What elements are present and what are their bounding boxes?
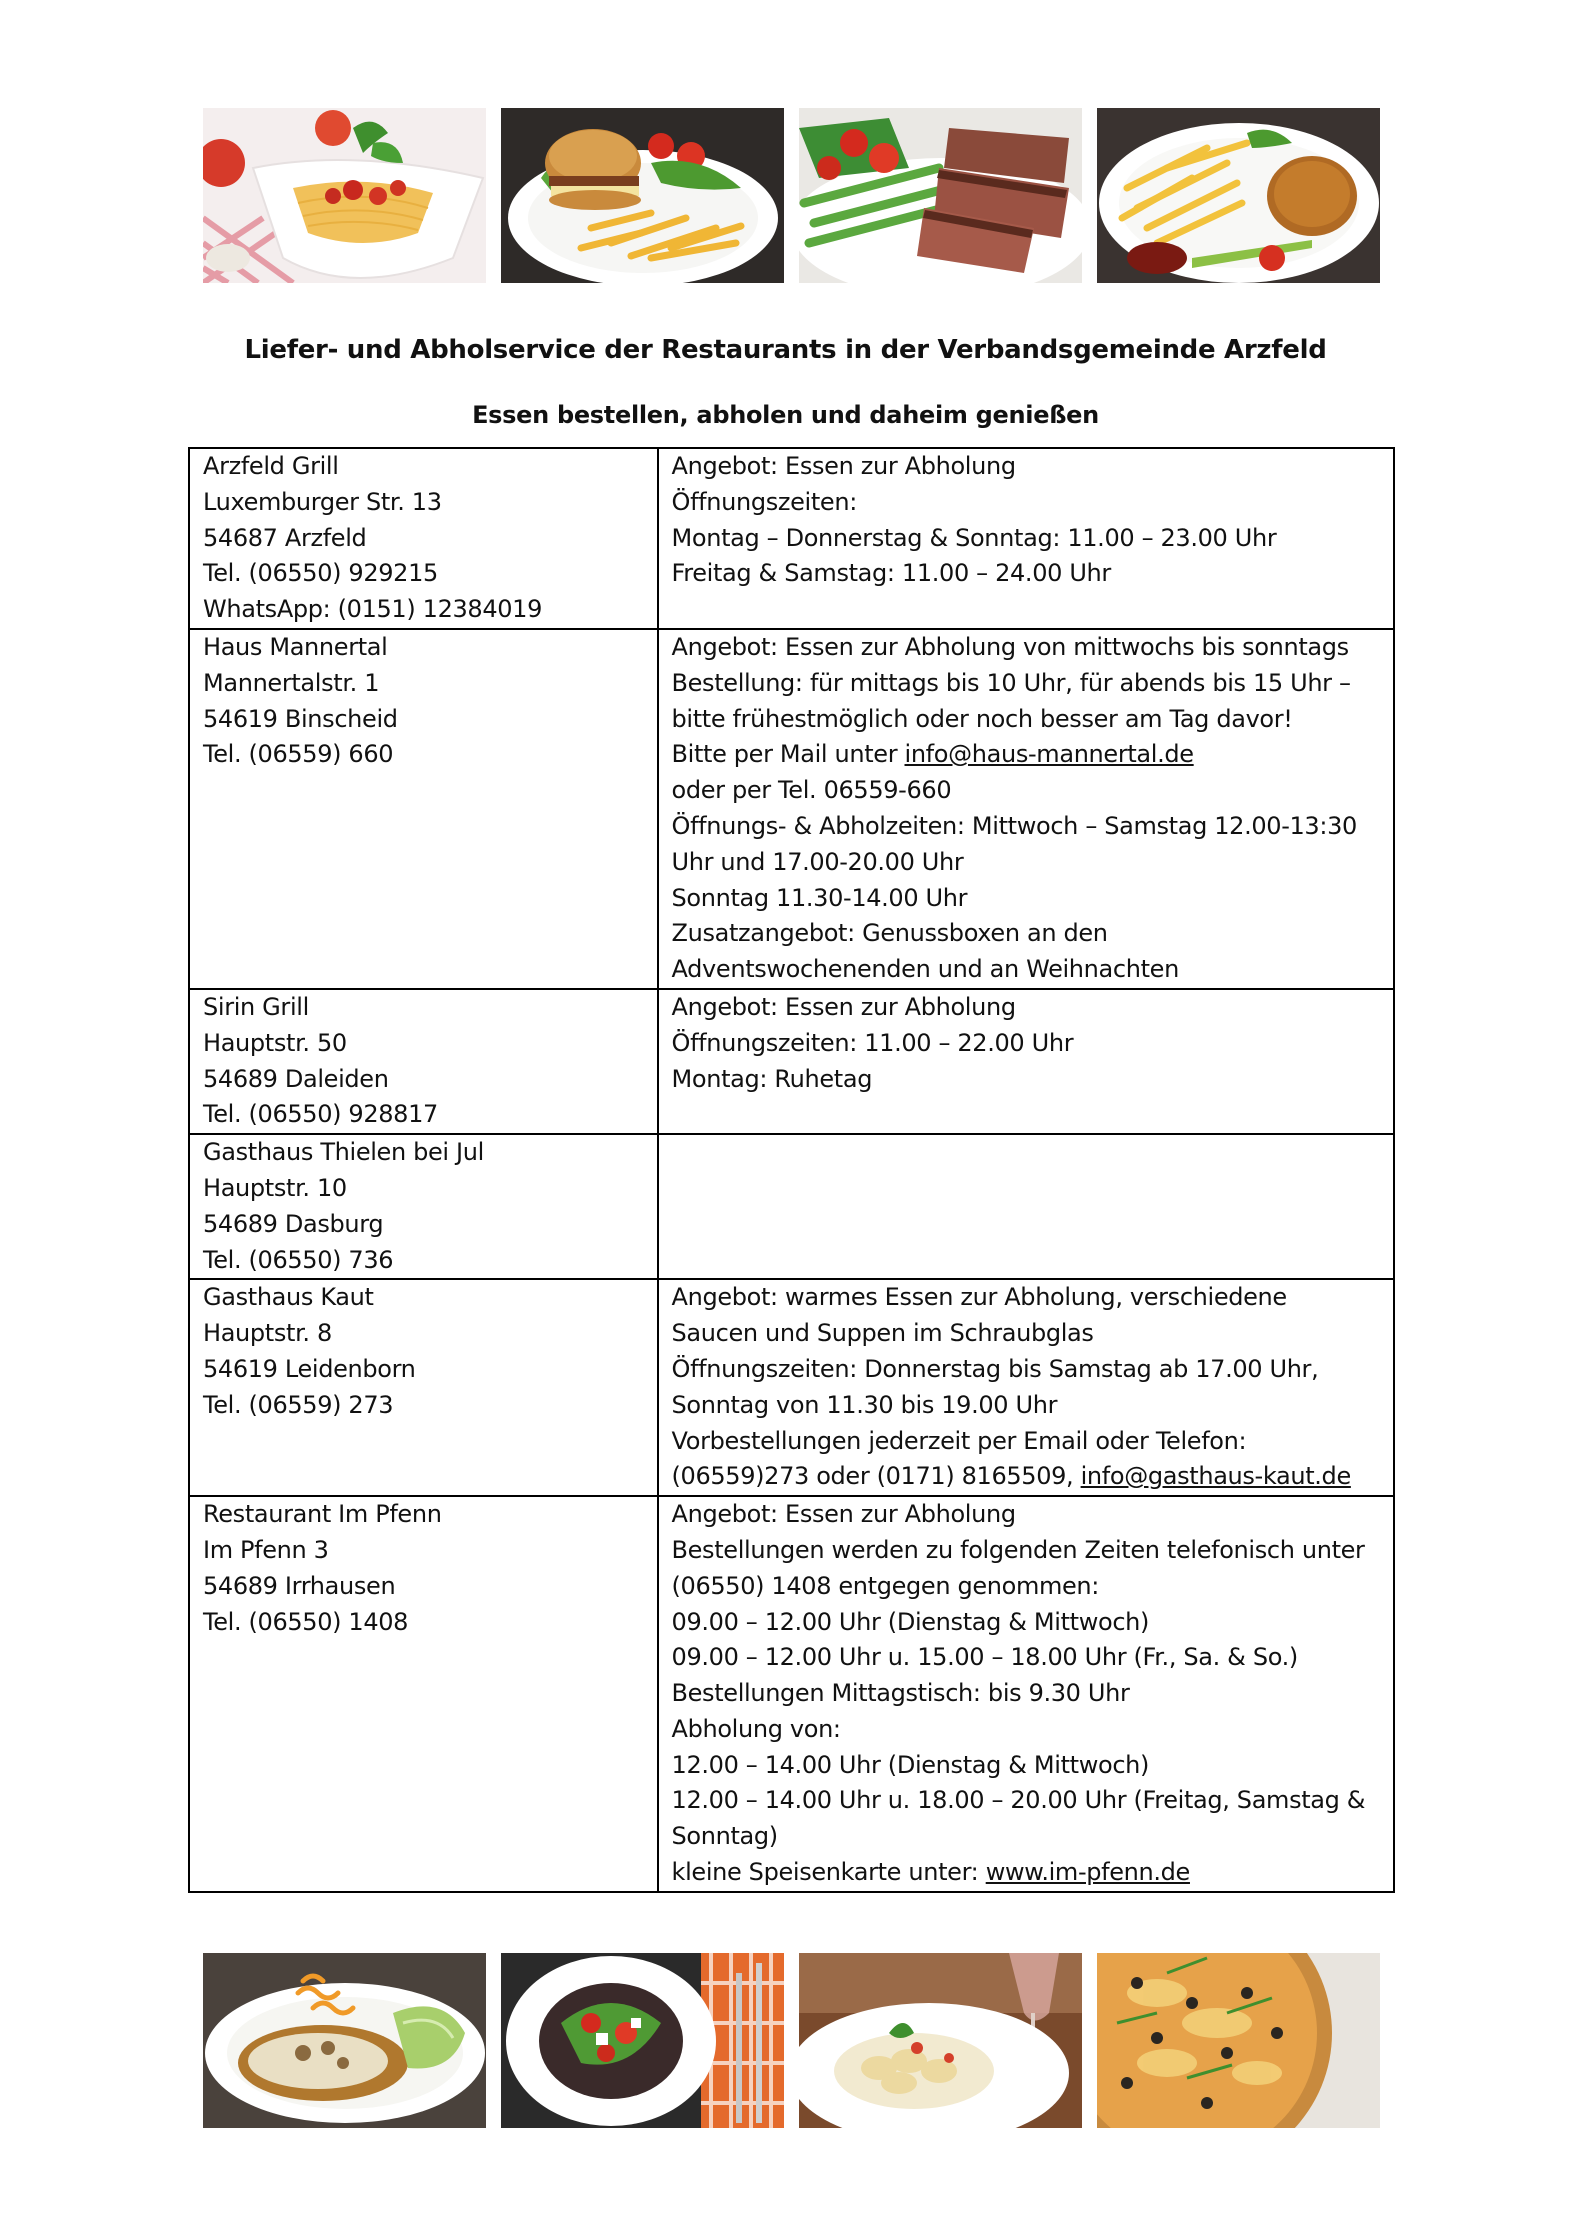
offer-line: Adventswochenenden und an Weihnachten	[671, 955, 1179, 984]
mail-prefix: Bitte per Mail unter	[671, 740, 905, 769]
phone: Tel. (06559) 273	[203, 1390, 394, 1419]
offer-line: Öffnungs- & Abholzeiten: Mittwoch – Samstag 12.00-13:30	[671, 811, 1357, 840]
offer-cell	[658, 1279, 1394, 1496]
offer-cell	[658, 448, 1394, 629]
website-link[interactable]: www.im-pfenn.de	[985, 1858, 1190, 1887]
phone: Tel. (06550) 929215	[203, 559, 438, 588]
offer-line: (06550) 1408 entgegen genommen:	[671, 1571, 1100, 1600]
offer-line: Angebot: Essen zur Abholung von mittwochs bis sonntags	[671, 632, 1349, 661]
address-cell	[189, 989, 658, 1134]
table-row	[189, 1134, 1394, 1279]
offer-line: Freitag & Samstag: 11.00 – 24.00 Uhr	[671, 559, 1111, 588]
website-line	[672, 1855, 1381, 1891]
phone: Tel. (06550) 1408	[203, 1607, 409, 1636]
burger-photo	[501, 108, 784, 283]
offer-cell	[658, 629, 1394, 989]
offer-line: Montag – Donnerstag & Sonntag: 11.00 – 23.00 Uhr	[671, 523, 1277, 552]
table-row	[189, 629, 1394, 989]
offer-line: Bestellungen Mittagstisch: bis 9.30 Uhr	[671, 1679, 1130, 1708]
pasta-photo	[203, 108, 486, 283]
table-row	[189, 1279, 1394, 1496]
mail-line	[672, 1459, 1381, 1495]
offer-line: Saucen und Suppen im Schraubglas	[671, 1319, 1094, 1348]
street: Mannertalstr. 1	[203, 668, 380, 697]
offer-line: Bestellungen werden zu folgenden Zeiten telefonisch unter	[671, 1535, 1365, 1564]
street: Hauptstr. 10	[203, 1173, 347, 1202]
offer-line: Bestellung: für mittags bis 10 Uhr, für abends bis 15 Uhr –	[671, 668, 1351, 697]
offer-cell	[658, 1134, 1394, 1279]
restaurant-name: Restaurant Im Pfenn	[203, 1500, 442, 1529]
address-cell	[189, 448, 658, 629]
offer-line: Zusatzangebot: Genussboxen an den	[671, 919, 1108, 948]
offer-line: Montag: Ruhetag	[671, 1064, 873, 1093]
address-cell	[189, 629, 658, 989]
offer-line: 12.00 – 14.00 Uhr (Dienstag & Mittwoch)	[671, 1750, 1150, 1779]
offer-line: 09.00 – 12.00 Uhr (Dienstag & Mittwoch)	[671, 1607, 1150, 1636]
email-link[interactable]: info@haus-mannertal.de	[904, 740, 1194, 769]
offer-line: 09.00 – 12.00 Uhr u. 15.00 – 18.00 Uhr (Fr., Sa. & So.)	[671, 1643, 1298, 1672]
offer-line: Sonntag 11.30-14.00 Uhr	[671, 883, 968, 912]
offer-line: Sonntag)	[671, 1822, 778, 1851]
phone: Tel. (06550) 736	[203, 1245, 394, 1274]
offer-line: 12.00 – 14.00 Uhr u. 18.00 – 20.00 Uhr (Freitag, Samstag &	[671, 1786, 1366, 1815]
offer-line: Abholung von:	[671, 1714, 841, 1743]
street: Hauptstr. 50	[203, 1028, 347, 1057]
city: 54619 Binscheid	[203, 704, 398, 733]
city: 54687 Arzfeld	[203, 523, 367, 552]
bottom-photo-row	[203, 1953, 1380, 2128]
website-prefix: kleine Speisenkarte unter:	[671, 1858, 986, 1887]
mail-line	[672, 737, 1381, 773]
offer-line: Öffnungszeiten:	[671, 487, 857, 516]
city: 54689 Dasburg	[203, 1209, 384, 1238]
offer-line: Angebot: warmes Essen zur Abholung, verschiedene	[671, 1283, 1287, 1312]
city: 54689 Irrhausen	[203, 1571, 396, 1600]
city: 54689 Daleiden	[203, 1064, 389, 1093]
address-cell	[189, 1496, 658, 1892]
schnitzel-photo	[203, 1953, 486, 2128]
address-cell	[189, 1134, 658, 1279]
offer-line: oder per Tel. 06559-660	[671, 776, 952, 805]
phone: Tel. (06550) 928817	[203, 1100, 438, 1129]
table-row	[189, 989, 1394, 1134]
page-subtitle: Essen bestellen, abholen und daheim genießen	[472, 401, 1099, 429]
restaurant-name: Sirin Grill	[203, 992, 309, 1021]
top-photo-row	[203, 108, 1380, 283]
tortellini-photo	[799, 1953, 1082, 2128]
offer-line: Öffnungszeiten: Donnerstag bis Samstag ab 17.00 Uhr,	[671, 1354, 1319, 1383]
offer-line: Angebot: Essen zur Abholung	[671, 992, 1016, 1021]
offer-line: Angebot: Essen zur Abholung	[671, 452, 1016, 480]
offer-line: Angebot: Essen zur Abholung	[671, 1500, 1016, 1529]
page-title: Liefer- und Abholservice der Restaurants in der Verbandsgemeinde Arzfeld	[244, 335, 1327, 365]
table-row	[189, 448, 1394, 629]
street: Im Pfenn 3	[203, 1535, 329, 1564]
restaurant-table	[188, 447, 1395, 1893]
pizza-photo	[1097, 1953, 1380, 2128]
offer-line: bitte frühestmöglich oder noch besser am Tag davor!	[671, 704, 1293, 733]
steak-asparagus-photo	[799, 108, 1082, 283]
offer-line: Sonntag von 11.30 bis 19.00 Uhr	[671, 1390, 1058, 1419]
offer-line: Vorbestellungen jederzeit per Email oder Telefon:	[671, 1426, 1247, 1455]
city: 54619 Leidenborn	[203, 1354, 416, 1383]
offer-line: Uhr und 17.00-20.00 Uhr	[671, 847, 964, 876]
restaurant-name: Gasthaus Thielen bei Jul	[203, 1138, 484, 1167]
address-cell	[189, 1279, 658, 1496]
salad-photo	[501, 1953, 784, 2128]
restaurant-name: Gasthaus Kaut	[203, 1283, 374, 1312]
street: Luxemburger Str. 13	[203, 487, 442, 516]
mail-prefix: (06559)273 oder (0171) 8165509,	[671, 1462, 1081, 1491]
email-link[interactable]: info@gasthaus-kaut.de	[1080, 1462, 1351, 1491]
street: Hauptstr. 8	[203, 1319, 332, 1348]
phone: Tel. (06559) 660	[203, 740, 394, 769]
offer-line: Öffnungszeiten: 11.00 – 22.00 Uhr	[671, 1028, 1074, 1057]
whatsapp: WhatsApp: (0151) 12384019	[203, 595, 543, 624]
restaurant-name: Arzfeld Grill	[203, 452, 339, 480]
table-row	[189, 1496, 1394, 1892]
schnitzel-fries-photo	[1097, 108, 1380, 283]
offer-cell	[658, 1496, 1394, 1892]
restaurant-name: Haus Mannertal	[203, 632, 388, 661]
offer-cell	[658, 989, 1394, 1134]
